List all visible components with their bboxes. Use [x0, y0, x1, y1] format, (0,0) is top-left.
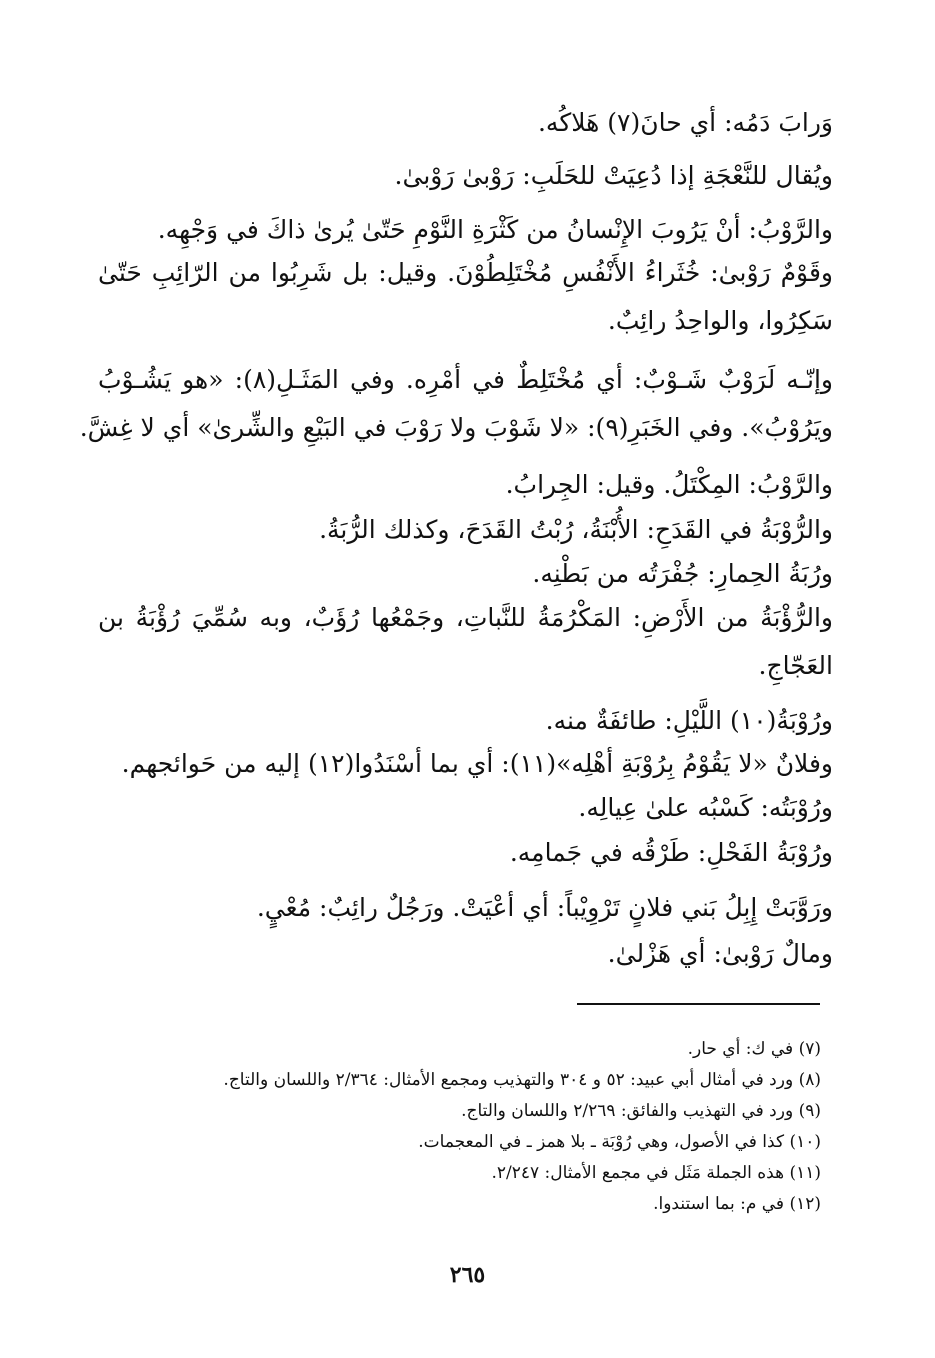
body-line-2: ويُقال للنَّعْجَةِ إذا دُعِيَتْ للحَلَبِ: رَوْبىٰ رَوْبىٰ. — [394, 161, 833, 190]
footnote-8: (٨) ورد في أمثال أبي عبيد: ٥٢ و ٣٠٤ والتهذيب ومجمع الأمثال: ٢/٣٦٤ واللسان والتاج. — [223, 1070, 821, 1090]
footnote-separator — [577, 1003, 820, 1005]
body-line-17: ورَوَّبَتْ إِبِلُ بَني فلانٍ تَرْوِيْباً: أي أعْيَتْ. ورَجُلٌ رائِبٌ: مُعْيٍ. — [256, 893, 833, 922]
body-line-12: العَجّاجِ. — [758, 651, 833, 680]
footnote-12: (١٢) في م: بما استندوا. — [653, 1194, 821, 1214]
page-number: ٢٦٥ — [449, 1262, 486, 1288]
body-line-1: وَرابَ دَمُه: أي حانَ(٧) هَلاكُه. — [537, 108, 833, 137]
body-line-6: وإنّـه لَرَوْبٌ شَـوْبٌ: أي مُخْتَلِطٌ في أمْرِه. وفي المَثَـلِ(٨): «هو يَشُـوْبُ — [98, 365, 833, 394]
body-line-3: والرَّوْبُ: أنْ يَرُوبَ الإِنْسانُ من كَثْرَةِ النَّوْمِ حَتّىٰ يُرىٰ ذاكَ في وَجْهِه. — [157, 215, 833, 244]
footnote-9: (٩) ورد في التهذيب والفائق: ٢/٢٦٩ واللسان والتاج. — [461, 1101, 821, 1121]
body-line-5: سَكِرُوا، والواحِدُ رائِبٌ. — [607, 306, 833, 335]
body-line-18: ومالٌ رَوْبىٰ: أي هَزْلىٰ. — [607, 939, 833, 968]
body-line-13: ورُوْبَةُ(١٠) اللَّيْلِ: طائفَةٌ منه. — [545, 706, 833, 735]
footnote-10: (١٠) كذا في الأصول، وهي رُوْبَة ـ بلا همز ـ في المعجمات. — [418, 1132, 821, 1152]
body-line-4: وقَوْمٌ رَوْبىٰ: خُثَراءُ الأَنْفُسِ مُخْتَلِطُوْنَ. وقيل: بل شَرِبُوا من الرّائِبِ حَتّىٰ — [98, 258, 833, 287]
body-line-7: ويَرُوْبُ». وفي الخَبَرِ(٩): «لا شَوْبَ ولا رَوْبَ في البَيْعِ والشِّرىٰ» أي لا غِشَّ. — [79, 413, 833, 442]
body-line-14: وفلانٌ «لا يَقُوْمُ بِرُوْبَةِ أهْلِه»(١١): أي بما أسْنَدُوا(١٢) إليه من حَوائجهم. — [121, 749, 833, 778]
body-line-8: والرَّوْبُ: المِكْتَلُ. وقيل: الجِرابُ. — [505, 470, 833, 499]
body-line-10: ورُبَةُ الحِمارِ: جُفْرَتُه من بَطْنِه. — [532, 559, 833, 588]
footnote-11: (١١) هذه الجملة مَثَل في مجمع الأمثال: ٢/٢٤٧. — [491, 1163, 821, 1183]
body-line-16: ورُوْبَةُ الفَحْلِ: طَرْقُه في جَمامِه. — [509, 838, 833, 867]
body-line-15: ورُوْبَتُه: كَسْبُه علىٰ عِيالِه. — [578, 793, 833, 822]
body-line-9: والرُّوْبَةُ في القَدَحِ: الأُبْنَةُ، رُبْتُ القَدَحَ، وكذلك الرُّبَةُ. — [319, 515, 833, 544]
footnote-7: (٧) في ك: أي حار. — [687, 1039, 821, 1059]
body-line-11: والرُّؤْبَةُ من الأَرْضِ: المَكْرُمَةُ للنَّباتِ، وجَمْعُها رُؤَبٌ، وبه سُمِّيَ رُؤْبَةُ بن — [98, 603, 833, 632]
